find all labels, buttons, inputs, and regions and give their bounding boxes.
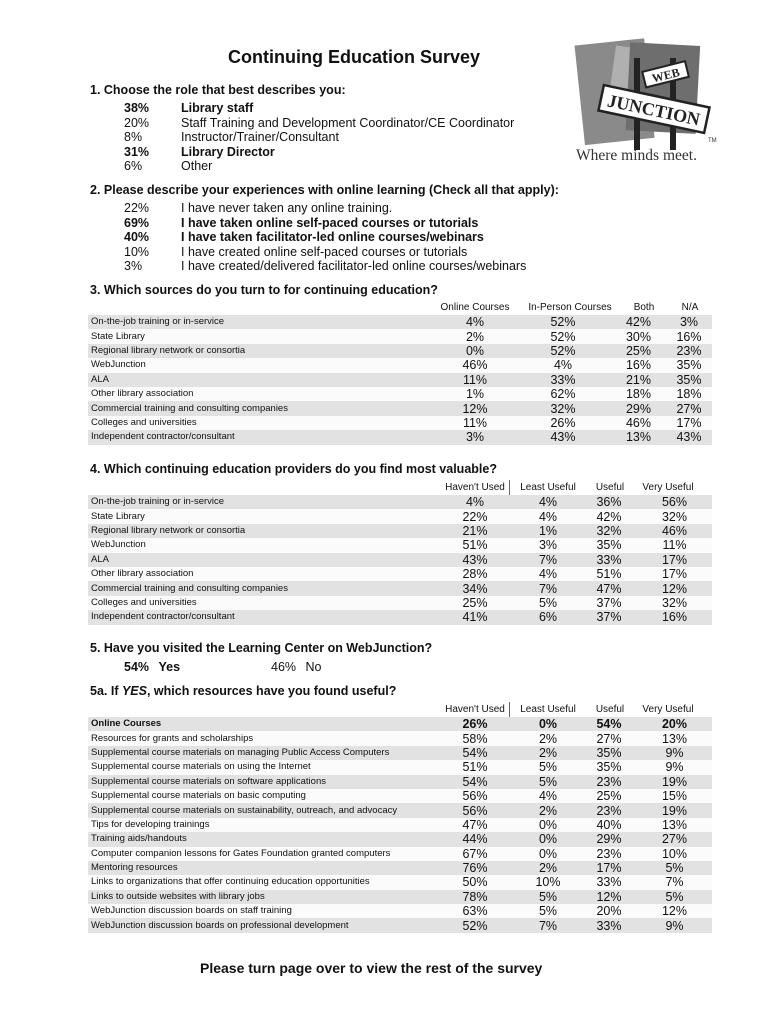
q5a-row-label: Training aids/handouts bbox=[88, 832, 435, 846]
q4-cell: 34% bbox=[435, 581, 515, 595]
q3-cell: 23% bbox=[666, 344, 712, 358]
q4-cell: 51% bbox=[435, 538, 515, 552]
q3-cell: 62% bbox=[515, 387, 611, 401]
q3-cell: 17% bbox=[666, 416, 712, 430]
q5a-cell: 10% bbox=[637, 847, 712, 861]
q5a-row-label: Supplemental course materials on software applications bbox=[88, 775, 435, 789]
q4-cell: 25% bbox=[435, 596, 515, 610]
q5a-cell: 7% bbox=[515, 918, 581, 932]
q4-row bbox=[88, 610, 712, 624]
q5a-row bbox=[88, 890, 712, 904]
q3-cell: 0% bbox=[435, 344, 515, 358]
q5a-cell: 4% bbox=[515, 789, 581, 803]
q5a-header: Useful bbox=[595, 704, 625, 715]
q5a-row-label: Supplemental course materials on basic computing bbox=[88, 789, 435, 803]
q5a-cell: 0% bbox=[515, 832, 581, 846]
q5a-row-label: Online Courses bbox=[88, 717, 435, 731]
logo-word-junction: JUNCTION bbox=[605, 90, 702, 130]
q5a-cell: 0% bbox=[515, 818, 581, 832]
q2-option: 69% I have taken online self-paced courses or tutorials bbox=[124, 215, 479, 230]
q5a-cell: 67% bbox=[435, 847, 515, 861]
q5a-cell: 5% bbox=[515, 904, 581, 918]
q3-cell: 35% bbox=[666, 358, 712, 372]
q4-row bbox=[88, 553, 712, 567]
q4-cell: 41% bbox=[435, 610, 515, 624]
q4-row bbox=[88, 581, 712, 595]
q3-row bbox=[88, 387, 712, 401]
q5a-cell: 25% bbox=[581, 789, 637, 803]
q3-cell: 43% bbox=[666, 430, 712, 444]
q4-cell: 4% bbox=[515, 509, 581, 523]
q4-cell: 22% bbox=[435, 509, 515, 523]
q3-cell: 27% bbox=[666, 401, 712, 415]
q4-cell: 16% bbox=[637, 610, 712, 624]
q5a-row bbox=[88, 760, 712, 774]
q3-row bbox=[88, 416, 712, 430]
q4-cell: 36% bbox=[581, 495, 637, 509]
q5a-cell: 0% bbox=[515, 847, 581, 861]
q3-cell: 42% bbox=[611, 315, 666, 329]
q3-header: Online Courses bbox=[440, 302, 510, 313]
q3-row-label: Other library association bbox=[88, 387, 435, 401]
q4-row-label: Regional library network or consortia bbox=[88, 524, 435, 538]
q2-option: 22% I have never taken any online training. bbox=[124, 201, 393, 215]
logo-tagline: Where minds meet. bbox=[576, 147, 697, 164]
q5a-row bbox=[88, 775, 712, 789]
q3-row bbox=[88, 315, 712, 329]
q5a-question: 5a. If YES, which resources have you found useful? bbox=[90, 684, 397, 698]
q4-question: 4. Which continuing education providers do you find most valuable? bbox=[90, 462, 497, 476]
q3-cell: 25% bbox=[611, 344, 666, 358]
q3-row-label: Colleges and universities bbox=[88, 416, 435, 430]
q5a-cell: 52% bbox=[435, 918, 515, 932]
q5a-header: Least Useful bbox=[520, 704, 576, 715]
q5a-row bbox=[88, 832, 712, 846]
q1-options bbox=[124, 101, 514, 174]
q3-cell: 46% bbox=[611, 416, 666, 430]
q5a-row-label: Mentoring resources bbox=[88, 861, 435, 875]
q5a-cell: 40% bbox=[581, 818, 637, 832]
q5a-header: Very Useful bbox=[642, 704, 694, 715]
q5a-cell: 12% bbox=[581, 890, 637, 904]
q3-row bbox=[88, 430, 712, 444]
q4-row bbox=[88, 538, 712, 552]
q3-cell: 18% bbox=[666, 387, 712, 401]
q1-option: 38% Library staff bbox=[124, 101, 254, 115]
q3-row-label: WebJunction bbox=[88, 358, 435, 372]
q2-option: 3% I have created/delivered facilitator-led online courses/webinars bbox=[124, 259, 527, 274]
q5a-cell: 76% bbox=[435, 861, 515, 875]
q5a-row-label: Tips for developing trainings bbox=[88, 818, 435, 832]
q4-header: Haven't Used bbox=[445, 482, 505, 493]
page-title: Continuing Education Survey bbox=[228, 47, 481, 67]
q3-cell: 3% bbox=[435, 430, 515, 444]
q4-cell: 43% bbox=[435, 553, 515, 567]
q5a-row bbox=[88, 861, 712, 875]
q4-cell: 3% bbox=[515, 538, 581, 552]
logo-trademark: TM bbox=[708, 138, 717, 144]
q5a-row-label: Resources for grants and scholarships bbox=[88, 731, 435, 745]
q5a-row bbox=[88, 717, 712, 731]
q3-cell: 52% bbox=[515, 344, 611, 358]
q1-option: 8% Instructor/Trainer/Consultant bbox=[124, 130, 339, 145]
q3-cell: 52% bbox=[515, 315, 611, 329]
q4-cell: 6% bbox=[515, 610, 581, 624]
q5a-cell: 13% bbox=[637, 818, 712, 832]
q5a-row-label: Computer companion lessons for Gates Foundation granted computers bbox=[88, 847, 435, 861]
q4-cell: 32% bbox=[637, 509, 712, 523]
q5a-cell: 54% bbox=[435, 746, 515, 760]
q4-cell: 46% bbox=[637, 524, 712, 538]
q3-cell: 16% bbox=[611, 358, 666, 372]
logo-word-web: WEB bbox=[650, 65, 682, 86]
q4-row bbox=[88, 567, 712, 581]
q5a-cell: 56% bbox=[435, 803, 515, 817]
q1-option: 20% Staff Training and Development Coordinator/CE Coordinator bbox=[124, 115, 515, 130]
q5a-cell: 23% bbox=[581, 803, 637, 817]
q3-header: In-Person Courses bbox=[528, 302, 612, 313]
q4-cell: 56% bbox=[637, 495, 712, 509]
q5a-cell: 13% bbox=[637, 731, 712, 745]
q4-row bbox=[88, 596, 712, 610]
q5a-cell: 35% bbox=[581, 760, 637, 774]
q2-question: 2. Please describe your experiences with online learning (Check all that apply): bbox=[90, 183, 559, 197]
q4-row-label: State Library bbox=[88, 509, 435, 523]
q5a-cell: 9% bbox=[637, 760, 712, 774]
q3-cell: 33% bbox=[515, 373, 611, 387]
q4-header: Very Useful bbox=[642, 482, 694, 493]
q4-cell: 4% bbox=[515, 567, 581, 581]
q4-row bbox=[88, 495, 712, 509]
q5a-row bbox=[88, 789, 712, 803]
q5-no: 46% No bbox=[271, 660, 322, 674]
q5a-row-label: Supplemental course materials on sustainability, outreach, and advocacy bbox=[88, 803, 435, 817]
q5a-cell: 29% bbox=[581, 832, 637, 846]
q3-cell: 29% bbox=[611, 401, 666, 415]
q4-row-label: Other library association bbox=[88, 567, 435, 581]
q3-cell: 18% bbox=[611, 387, 666, 401]
q5a-cell: 0% bbox=[515, 717, 581, 731]
q5a-row bbox=[88, 818, 712, 832]
q4-cell: 4% bbox=[515, 495, 581, 509]
q4-cell: 17% bbox=[637, 553, 712, 567]
q5a-row bbox=[88, 746, 712, 760]
q5a-cell: 51% bbox=[435, 760, 515, 774]
q3-table bbox=[88, 315, 712, 445]
q3-cell: 26% bbox=[515, 416, 611, 430]
q4-row-label: WebJunction bbox=[88, 538, 435, 552]
q5a-row-label: WebJunction discussion boards on professional development bbox=[88, 918, 435, 932]
q5a-column-headers bbox=[0, 704, 770, 717]
q5a-cell: 2% bbox=[515, 803, 581, 817]
q3-row bbox=[88, 373, 712, 387]
q5a-cell: 7% bbox=[637, 875, 712, 889]
q5a-row bbox=[88, 731, 712, 745]
q3-row-label: Independent contractor/consultant bbox=[88, 430, 435, 444]
q3-cell: 3% bbox=[666, 315, 712, 329]
q3-cell: 16% bbox=[666, 329, 712, 343]
q4-row-label: Colleges and universities bbox=[88, 596, 435, 610]
q1-option: 6% Other bbox=[124, 159, 213, 174]
q5a-cell: 44% bbox=[435, 832, 515, 846]
q5a-cell: 23% bbox=[581, 775, 637, 789]
q5a-cell: 23% bbox=[581, 847, 637, 861]
q3-cell: 1% bbox=[435, 387, 515, 401]
q5a-row bbox=[88, 803, 712, 817]
q5a-cell: 47% bbox=[435, 818, 515, 832]
q3-cell: 11% bbox=[435, 416, 515, 430]
q4-row-label: Independent contractor/consultant bbox=[88, 610, 435, 624]
q3-row-label: On-the-job training or in-service bbox=[88, 315, 435, 329]
footer-note: Please turn page over to view the rest of the survey bbox=[200, 960, 543, 976]
q5a-cell: 26% bbox=[435, 717, 515, 731]
q5a-row-label: Supplemental course materials on managing Public Access Computers bbox=[88, 746, 435, 760]
q3-cell: 46% bbox=[435, 358, 515, 372]
q5-question: 5. Have you visited the Learning Center on WebJunction? bbox=[90, 641, 433, 655]
q4-cell: 17% bbox=[637, 567, 712, 581]
q5-yes-label: Yes bbox=[158, 660, 181, 674]
q5a-cell: 78% bbox=[435, 890, 515, 904]
q5-answers bbox=[124, 660, 322, 674]
q4-cell: 7% bbox=[515, 581, 581, 595]
q5a-row bbox=[88, 847, 712, 861]
q4-cell: 35% bbox=[581, 538, 637, 552]
q5a-cell: 50% bbox=[435, 875, 515, 889]
q4-cell: 1% bbox=[515, 524, 581, 538]
q5a-cell: 54% bbox=[435, 775, 515, 789]
q5a-cell: 20% bbox=[581, 904, 637, 918]
q4-column-headers bbox=[0, 482, 770, 495]
q3-cell: 32% bbox=[515, 401, 611, 415]
q5a-cell: 19% bbox=[637, 775, 712, 789]
q3-row bbox=[88, 329, 712, 343]
q4-row-label: Commercial training and consulting companies bbox=[88, 581, 435, 595]
q5a-cell: 63% bbox=[435, 904, 515, 918]
q5a-row bbox=[88, 918, 712, 932]
q3-cell: 21% bbox=[611, 373, 666, 387]
q4-cell: 37% bbox=[581, 596, 637, 610]
q5a-cell: 5% bbox=[515, 760, 581, 774]
q5a-cell: 20% bbox=[637, 717, 712, 731]
q5a-cell: 9% bbox=[637, 918, 712, 932]
q5a-row-label: Supplemental course materials on using the Internet bbox=[88, 760, 435, 774]
q4-row-label: On-the-job training or in-service bbox=[88, 495, 435, 509]
q4-header: Least Useful bbox=[520, 482, 576, 493]
q5a-cell: 10% bbox=[515, 875, 581, 889]
q5a-cell: 12% bbox=[637, 904, 712, 918]
q5a-cell: 2% bbox=[515, 731, 581, 745]
q4-cell: 12% bbox=[637, 581, 712, 595]
q5a-row bbox=[88, 904, 712, 918]
q3-row bbox=[88, 358, 712, 372]
q5a-cell: 56% bbox=[435, 789, 515, 803]
q5a-cell: 54% bbox=[581, 717, 637, 731]
q2-options bbox=[124, 201, 526, 274]
q3-row-label: ALA bbox=[88, 373, 435, 387]
q3-row bbox=[88, 401, 712, 415]
q5a-table bbox=[88, 717, 712, 933]
q4-cell: 32% bbox=[581, 524, 637, 538]
q4-cell: 5% bbox=[515, 596, 581, 610]
q3-row-label: Regional library network or consortia bbox=[88, 344, 435, 358]
q3-cell: 13% bbox=[611, 430, 666, 444]
q4-cell: 47% bbox=[581, 581, 637, 595]
q5a-cell: 17% bbox=[581, 861, 637, 875]
q3-header: N/A bbox=[681, 302, 699, 313]
q5a-row-label: Links to outside websites with library jobs bbox=[88, 890, 435, 904]
q2-option: 10% I have created online self-paced courses or tutorials bbox=[124, 244, 468, 259]
q3-row bbox=[88, 344, 712, 358]
q4-row bbox=[88, 509, 712, 523]
q4-cell: 28% bbox=[435, 567, 515, 581]
q3-cell: 52% bbox=[515, 329, 611, 343]
q2-option: 40% I have taken facilitator-led online courses/webinars bbox=[124, 230, 484, 245]
q5a-cell: 15% bbox=[637, 789, 712, 803]
q3-cell: 12% bbox=[435, 401, 515, 415]
q4-cell: 21% bbox=[435, 524, 515, 538]
q3-cell: 35% bbox=[666, 373, 712, 387]
q5a-row bbox=[88, 875, 712, 889]
q1-question: 1. Choose the role that best describes you: bbox=[90, 83, 346, 97]
q5a-cell: 5% bbox=[637, 890, 712, 904]
q4-cell: 51% bbox=[581, 567, 637, 581]
q3-column-headers bbox=[0, 302, 770, 315]
q4-cell: 11% bbox=[637, 538, 712, 552]
q5a-cell: 33% bbox=[581, 918, 637, 932]
q4-table bbox=[88, 495, 712, 625]
q4-cell: 32% bbox=[637, 596, 712, 610]
q5a-cell: 2% bbox=[515, 861, 581, 875]
q5a-cell: 27% bbox=[637, 832, 712, 846]
q5a-cell: 35% bbox=[581, 746, 637, 760]
q5a-header: Haven't Used bbox=[445, 704, 505, 715]
q5a-cell: 5% bbox=[515, 775, 581, 789]
q4-cell: 37% bbox=[581, 610, 637, 624]
q5a-cell: 5% bbox=[637, 861, 712, 875]
q4-cell: 42% bbox=[581, 509, 637, 523]
q3-row-label: Commercial training and consulting companies bbox=[88, 401, 435, 415]
q5a-cell: 27% bbox=[581, 731, 637, 745]
q5a-row-label: Links to organizations that offer continuing education opportunities bbox=[88, 875, 435, 889]
q5a-cell: 58% bbox=[435, 731, 515, 745]
q1-option: 31% Library Director bbox=[124, 144, 275, 159]
q3-header: Both bbox=[633, 302, 655, 313]
q4-cell: 4% bbox=[435, 495, 515, 509]
q5a-cell: 5% bbox=[515, 890, 581, 904]
q3-cell: 30% bbox=[611, 329, 666, 343]
q5a-cell: 2% bbox=[515, 746, 581, 760]
q3-question: 3. Which sources do you turn to for continuing education? bbox=[90, 283, 438, 297]
q3-cell: 4% bbox=[435, 315, 515, 329]
q5a-cell: 9% bbox=[637, 746, 712, 760]
q5a-cell: 33% bbox=[581, 875, 637, 889]
q4-row-label: ALA bbox=[88, 553, 435, 567]
q5a-row-label: WebJunction discussion boards on staff training bbox=[88, 904, 435, 918]
q4-header: Useful bbox=[595, 482, 625, 493]
q4-cell: 33% bbox=[581, 553, 637, 567]
q5-yes-pct: 54% bbox=[124, 660, 150, 674]
q5a-cell: 19% bbox=[637, 803, 712, 817]
q3-cell: 11% bbox=[435, 373, 515, 387]
q4-cell: 7% bbox=[515, 553, 581, 567]
q4-row bbox=[88, 524, 712, 538]
q3-cell: 43% bbox=[515, 430, 611, 444]
q3-cell: 4% bbox=[515, 358, 611, 372]
q3-row-label: State Library bbox=[88, 329, 435, 343]
q3-cell: 2% bbox=[435, 329, 515, 343]
